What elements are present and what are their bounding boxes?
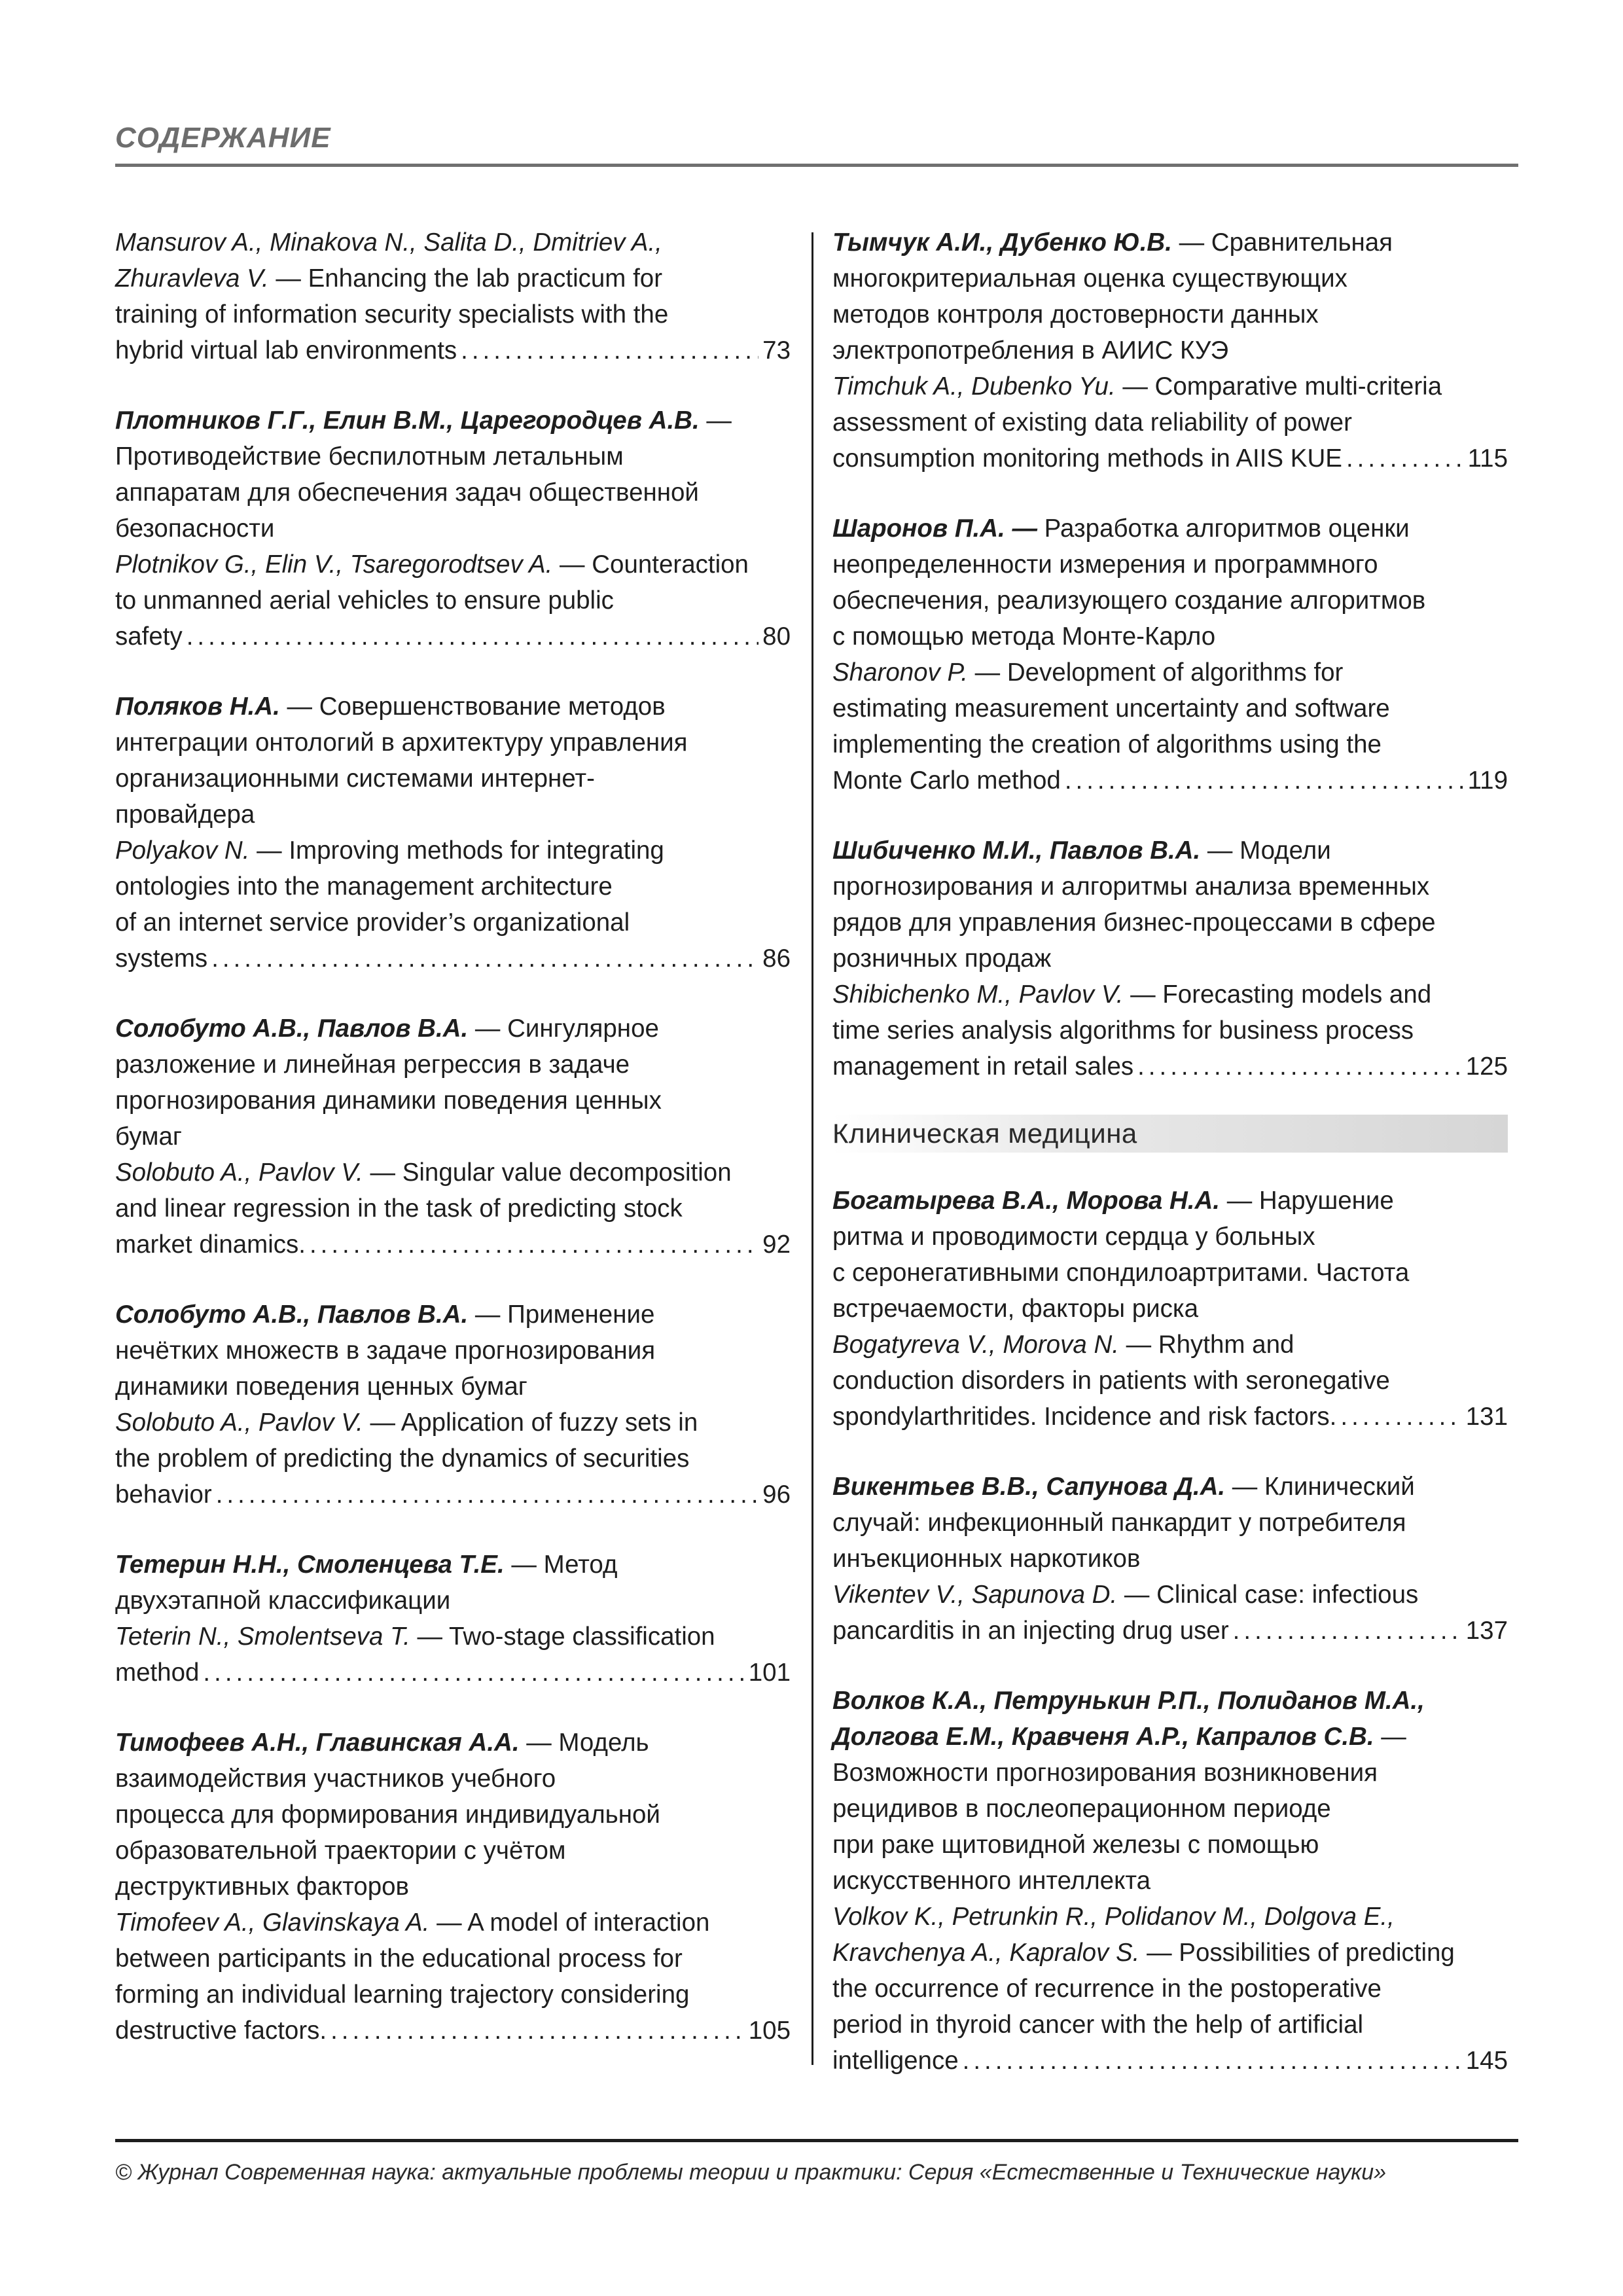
toc-left-column <box>115 224 791 2083</box>
ru-line <box>832 1183 1508 1219</box>
ru-authors: Солобуто А.В., Павлов В.А. <box>115 1300 469 1329</box>
ru-title-line: провайдера <box>115 800 255 829</box>
en-title-last: behavior <box>115 1480 212 1509</box>
toc-leader-line <box>115 1227 791 1263</box>
en-line <box>115 260 791 296</box>
ru-title-line: розничных продаж <box>832 944 1052 973</box>
ru-title-part: — Сингулярное <box>468 1014 659 1043</box>
page-number[interactable]: 145 <box>1465 2047 1508 2075</box>
en-title-part: — Forecasting models and <box>1123 980 1432 1009</box>
en-title-line: to unmanned aerial vehicles to ensure public <box>115 586 614 615</box>
page-number[interactable]: 86 <box>762 944 791 973</box>
ru-line <box>115 1297 791 1333</box>
en-title-part: — Development of algorithms for <box>967 658 1344 687</box>
ru-authors: Поляков Н.А. <box>115 692 280 721</box>
ru-line <box>115 689 791 725</box>
page-number[interactable]: 101 <box>748 1659 791 1687</box>
ru-title-part: Разработка алгоритмов оценки <box>1037 514 1410 543</box>
ru-authors: Тетерин Н.Н., Смоленцева Т.Е. <box>115 1551 505 1579</box>
en-authors: Vikentev V., Sapunova D. <box>832 1581 1118 1609</box>
ru-title-line: рецидивов в послеоперационном периоде <box>832 1795 1331 1823</box>
page-number[interactable]: 92 <box>762 1230 791 1259</box>
en-line <box>115 547 791 583</box>
en-authors: Bogatyreva V., Morova N. <box>832 1331 1119 1359</box>
en-line <box>115 1619 791 1655</box>
en-authors: Timchuk A., Dubenko Yu. <box>832 372 1116 401</box>
dot-leader <box>1340 1399 1461 1435</box>
en-authors: Kravchenya A., Kapralov S. <box>832 1939 1140 1967</box>
en-title-part: — A model of interaction <box>429 1909 710 1937</box>
ru-title-line: образовательной траектории с учётом <box>115 1837 566 1865</box>
en-title-last: spondylarthritides. Incidence and risk factors. <box>832 1403 1337 1431</box>
page-title: СОДЕРЖАНИЕ <box>115 122 331 154</box>
ru-line <box>832 511 1508 547</box>
en-title-line: assessment of existing data reliability of power <box>832 408 1352 437</box>
en-title-line: conduction disorders in patients with seronegative <box>832 1367 1390 1395</box>
ru-authors: Тимофеев А.Н., Главинская А.А. <box>115 1729 520 1757</box>
ru-line <box>115 1725 791 1761</box>
ru-title-line: рядов для управления бизнес-процессами в сфере <box>832 908 1436 937</box>
ru-line <box>832 1683 1508 1719</box>
toc-entry[interactable] <box>832 1183 1508 1435</box>
ru-title-part: — <box>1374 1723 1406 1751</box>
toc-leader-line <box>832 762 1508 798</box>
ru-title-line: случай: инфекционный панкардит у потребителя <box>832 1509 1406 1537</box>
en-title-line: period in thyroid cancer with the help of artificial <box>832 2011 1364 2039</box>
ru-title-line: прогнозирования динамики поведения ценных <box>115 1086 662 1115</box>
en-title-last: systems <box>115 944 208 973</box>
en-title-line: ontologies into the management architecture <box>115 872 613 901</box>
toc-entry[interactable] <box>115 1547 791 1691</box>
en-line <box>115 1405 791 1441</box>
en-title-part: — Two-stage classification <box>410 1623 715 1651</box>
en-title-line: the problem of predicting the dynamics of securities <box>115 1444 690 1473</box>
header-divider <box>115 164 1518 167</box>
en-title-line: implementing the creation of algorithms using the <box>832 730 1382 759</box>
en-title-part: — Enhancing the lab practicum for <box>268 264 663 293</box>
toc-entry[interactable] <box>832 1683 1508 2079</box>
toc-entry[interactable] <box>115 403 791 655</box>
ru-title-part: — Модели <box>1200 836 1331 865</box>
ru-title-line: двухэтапной классификации <box>115 1587 451 1615</box>
ru-title-line: Противодействие беспилотным летальным <box>115 442 624 471</box>
ru-title-part: — Совершенствование методов <box>279 692 666 721</box>
ru-title-line: с серонегативными спондилоартритами. Частота <box>832 1259 1410 1287</box>
dot-leader <box>1233 1613 1462 1649</box>
dot-leader <box>216 1477 758 1513</box>
toc-leader-line <box>832 1049 1508 1085</box>
en-title-last: Monte Carlo method <box>832 766 1061 795</box>
en-title-last: market dinamics. <box>115 1230 306 1259</box>
en-line <box>115 224 791 260</box>
toc-entry[interactable] <box>115 224 791 368</box>
footer-divider <box>115 2139 1518 2142</box>
ru-title-line: интеграции онтологий в архитектуру управления <box>115 728 688 757</box>
dot-leader <box>211 941 758 977</box>
en-authors: Timofeev A., Glavinskaya A. <box>115 1909 430 1937</box>
ru-title-line: инъекционных наркотиков <box>832 1545 1141 1573</box>
ru-title-line: процесса для формирования индивидуальной <box>115 1801 660 1829</box>
toc-leader-line <box>115 941 791 977</box>
en-title-line: of an internet service provider’s organizational <box>115 908 630 937</box>
dot-leader <box>330 2013 745 2049</box>
en-title-last: hybrid virtual lab environments <box>115 336 457 365</box>
en-title-part: — Rhythm and <box>1118 1331 1294 1359</box>
ru-line <box>832 224 1508 260</box>
toc-leader-line <box>115 1655 791 1691</box>
en-title-last: safety <box>115 622 183 651</box>
page-number[interactable]: 115 <box>1467 444 1508 473</box>
en-authors: Mansurov A., Minakova N., Salita D., Dmitriev A., <box>115 228 662 257</box>
ru-title-line: аппаратам для обеспечения задач общественной <box>115 478 699 507</box>
page-number[interactable]: 137 <box>1465 1617 1508 1645</box>
dot-leader <box>187 619 758 655</box>
toc-leader-line <box>115 619 791 655</box>
en-title-line: between participants in the educational process for <box>115 1945 683 1973</box>
column-divider <box>812 232 813 2065</box>
ru-title-part: — Модель <box>519 1729 649 1757</box>
dot-leader <box>963 2043 1462 2079</box>
toc-leader-line <box>115 2013 791 2049</box>
ru-title-line: ритма и проводимости сердца у больных <box>832 1223 1315 1251</box>
page-number[interactable]: 125 <box>1465 1052 1508 1081</box>
en-title-last: destructive factors. <box>115 2017 327 2045</box>
ru-line <box>832 1719 1508 1755</box>
ru-title-part: — Метод <box>504 1551 618 1579</box>
en-title-part: — Application of fuzzy sets in <box>363 1408 698 1437</box>
ru-line <box>115 403 791 439</box>
en-title-part: — Singular value decomposition <box>363 1158 732 1187</box>
en-authors: Shibichenko M., Pavlov V. <box>832 980 1124 1009</box>
ru-authors: Волков К.А., Петрунькин Р.П., Полиданов М.А., <box>832 1687 1425 1715</box>
en-line <box>832 368 1508 404</box>
ru-title-line: искусственного интеллекта <box>832 1867 1150 1895</box>
ru-authors: Долгова Е.М., Кравченя А.Р., Капралов С.В. <box>832 1723 1374 1751</box>
en-line <box>832 1577 1508 1613</box>
dot-leader <box>1346 440 1464 476</box>
en-authors: Solobuto A., Pavlov V. <box>115 1158 363 1187</box>
ru-title-line: обеспечения, реализующего создание алгоритмов <box>832 586 1426 615</box>
en-title-line: the occurrence of recurrence in the postoperative <box>832 1975 1382 2003</box>
en-line <box>832 1899 1508 1935</box>
toc-right-column <box>832 224 1508 2113</box>
ru-title-line: бумаг <box>115 1122 182 1151</box>
en-title-last: intelligence <box>832 2047 959 2075</box>
toc-entry[interactable] <box>832 511 1508 798</box>
toc-entry[interactable] <box>115 1297 791 1513</box>
ru-title-part: — <box>699 406 732 435</box>
page-number[interactable]: 73 <box>762 336 791 365</box>
ru-authors: Солобуто А.В., Павлов В.А. <box>115 1014 469 1043</box>
dot-leader <box>310 1227 758 1263</box>
toc-entry[interactable] <box>115 1725 791 2049</box>
ru-authors: Плотников Г.Г., Елин В.М., Царегородцев А.В. <box>115 406 700 435</box>
ru-title-line: с помощью метода Монте-Карло <box>832 622 1216 651</box>
dot-leader <box>203 1655 744 1691</box>
toc-entry[interactable] <box>115 1011 791 1263</box>
ru-title-line: разложение и линейная регрессия в задаче <box>115 1050 630 1079</box>
ru-title-part: — Применение <box>468 1300 655 1329</box>
en-line <box>832 655 1508 691</box>
ru-authors: Викентьев В.В., Сапунова Д.А. <box>832 1473 1226 1501</box>
en-title-line: forming an individual learning trajectory considering <box>115 1981 690 2009</box>
ru-title-line: встречаемости, факторы риска <box>832 1295 1199 1323</box>
toc-leader-line <box>832 2043 1508 2079</box>
ru-title-line: безопасности <box>115 514 275 543</box>
page-number[interactable]: 105 <box>748 2017 791 2045</box>
en-title-line: training of information security specialists with the <box>115 300 669 329</box>
en-authors: Plotnikov G., Elin V., Tsaregorodtsev A. <box>115 550 553 579</box>
ru-title-line: многокритериальная оценка существующих <box>832 264 1347 293</box>
en-title-part: — Comparative multi-criteria <box>1115 372 1442 401</box>
ru-title-line: неопределенности измерения и программного <box>832 550 1378 579</box>
section-heading: Клиническая медицина <box>832 1115 1508 1153</box>
toc-leader-line <box>832 1399 1508 1435</box>
en-line <box>832 1935 1508 1971</box>
toc-leader-line <box>832 1613 1508 1649</box>
ru-title-line: деструктивных факторов <box>115 1873 409 1901</box>
en-title-last: consumption monitoring methods in AIIS KUE <box>832 444 1342 473</box>
ru-authors: Тымчук А.И., Дубенко Ю.В. <box>832 228 1172 257</box>
ru-title-line: методов контроля достоверности данных <box>832 300 1319 329</box>
en-title-part: — Improving methods for integrating <box>249 836 664 865</box>
en-title-line: and linear regression in the task of predicting stock <box>115 1194 683 1223</box>
en-line <box>832 977 1508 1013</box>
ru-title-line: Возможности прогнозирования возникновения <box>832 1759 1378 1787</box>
toc-entry[interactable] <box>115 689 791 977</box>
ru-authors: Шибиченко М.И., Павлов В.А. <box>832 836 1201 865</box>
ru-title-line: при раке щитовидной железы с помощью <box>832 1831 1319 1859</box>
en-authors: Polyakov N. <box>115 836 250 865</box>
footer-copyright: © Журнал Современная наука: актуальные проблемы теории и практики: Серия «Естественные и Технические науки» <box>115 2160 1387 2185</box>
toc-leader-line <box>115 332 791 368</box>
en-title-part: — Clinical case: infectious <box>1117 1581 1419 1609</box>
en-title-last: method <box>115 1659 200 1687</box>
en-line <box>115 1905 791 1941</box>
dot-leader <box>461 332 758 368</box>
en-line <box>115 833 791 869</box>
dot-leader <box>1065 762 1464 798</box>
ru-title-line: взаимодействия участников учебного <box>115 1765 556 1793</box>
en-authors: Sharonov P. <box>832 658 968 687</box>
ru-title-line: организационными системами интернет- <box>115 764 595 793</box>
en-title-part: — Counteraction <box>552 550 749 579</box>
en-title-part: — Possibilities of predicting <box>1139 1939 1455 1967</box>
ru-title-part: — Клинический <box>1225 1473 1415 1501</box>
ru-line <box>832 1469 1508 1505</box>
dot-leader <box>1137 1049 1462 1085</box>
en-title-last: pancarditis in an injecting drug user <box>832 1617 1229 1645</box>
page-number[interactable]: 131 <box>1465 1403 1508 1431</box>
ru-title-line: нечётких множеств в задаче прогнозирования <box>115 1336 656 1365</box>
page-number[interactable]: 96 <box>762 1480 791 1509</box>
ru-title-line: динамики поведения ценных бумаг <box>115 1372 527 1401</box>
en-authors: Teterin N., Smolentseva T. <box>115 1623 410 1651</box>
ru-title-line: прогнозирования и алгоритмы анализа временных <box>832 872 1430 901</box>
ru-title-part: — Сравнительная <box>1171 228 1393 257</box>
ru-authors: Шаронов П.А. — <box>832 514 1037 543</box>
toc-entry[interactable] <box>832 1469 1508 1649</box>
ru-line <box>832 833 1508 869</box>
en-authors: Solobuto A., Pavlov V. <box>115 1408 363 1437</box>
ru-line <box>115 1011 791 1047</box>
toc-entry[interactable] <box>832 224 1508 476</box>
page-number[interactable]: 119 <box>1467 766 1508 795</box>
en-authors: Zhuravleva V. <box>115 264 269 293</box>
toc-entry[interactable] <box>832 833 1508 1085</box>
en-line <box>832 1327 1508 1363</box>
en-authors: Volkov K., Petrunkin R., Polidanov M., Dolgova E., <box>832 1903 1395 1931</box>
page-number[interactable]: 80 <box>762 622 791 651</box>
en-title-line: time series analysis algorithms for business process <box>832 1016 1414 1045</box>
en-title-last: management in retail sales <box>832 1052 1134 1081</box>
toc-leader-line <box>832 440 1508 476</box>
en-line <box>115 1155 791 1191</box>
toc-leader-line <box>115 1477 791 1513</box>
ru-authors: Богатырева В.А., Морова Н.А. <box>832 1187 1220 1215</box>
ru-line <box>115 1547 791 1583</box>
en-title-line: estimating measurement uncertainty and software <box>832 694 1390 723</box>
ru-title-line: электропотребления в АИИС КУЭ <box>832 336 1229 365</box>
ru-title-part: — Нарушение <box>1220 1187 1394 1215</box>
